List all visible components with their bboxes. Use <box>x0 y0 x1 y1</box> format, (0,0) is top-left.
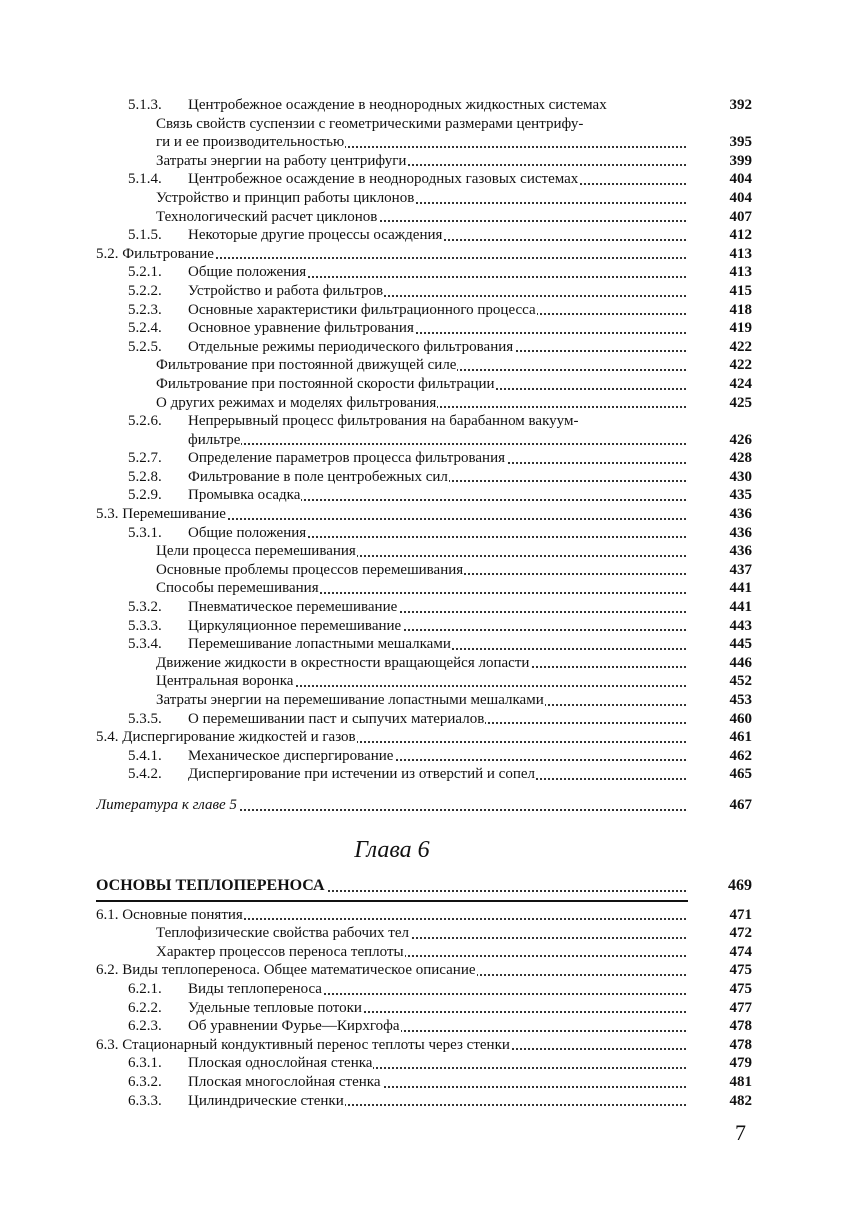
toc-entry[interactable] <box>96 338 752 357</box>
toc-entry[interactable] <box>96 208 752 227</box>
entry-title: Непрерывный процесс фильтрования на барабанном вакуум- <box>188 413 579 430</box>
entry-title: Теплофизические свойства рабочих тел <box>156 925 410 942</box>
page-ref: 482 <box>729 1092 752 1109</box>
toc-entry[interactable] <box>96 96 752 115</box>
table-of-contents <box>96 96 752 1110</box>
page-ref: 477 <box>729 999 752 1016</box>
page-ref: 453 <box>729 692 752 708</box>
entry-title: ОСНОВЫ ТЕПЛОПЕРЕНОСА <box>96 876 325 894</box>
section-number: 5.3.5. <box>128 710 162 727</box>
toc-entry-line1[interactable] <box>96 115 752 134</box>
section-number: 5.2.4. <box>128 320 162 337</box>
section-number: 5.2.7. <box>128 450 162 467</box>
toc-entry[interactable] <box>96 579 752 598</box>
page-ref: 422 <box>729 338 752 355</box>
toc-entry[interactable] <box>96 1036 752 1055</box>
section-number: 5.4.2. <box>128 766 162 783</box>
page-ref: 395 <box>729 134 752 151</box>
page-ref: 426 <box>729 431 752 448</box>
page-ref: 446 <box>729 654 752 671</box>
page-ref: 479 <box>729 1055 752 1072</box>
section-number: 6.2.2. <box>128 999 162 1016</box>
toc-entry[interactable] <box>96 356 752 375</box>
toc-entry[interactable] <box>96 468 752 487</box>
page-ref: 441 <box>729 599 752 616</box>
toc-entry-line1[interactable] <box>96 412 752 431</box>
page-ref: 415 <box>729 282 752 299</box>
page-ref: 471 <box>729 906 752 923</box>
entry-title: Связь свойств суспензии с геометрическими размерами центрифу- <box>156 115 584 132</box>
page-ref: 399 <box>729 152 752 169</box>
toc-entry[interactable] <box>96 431 752 450</box>
toc-entry[interactable] <box>96 245 752 264</box>
toc-entry[interactable] <box>96 226 752 245</box>
toc-entry[interactable] <box>96 999 752 1018</box>
section-number: 5.4.1. <box>128 747 162 764</box>
page-ref: 404 <box>729 171 752 188</box>
toc-entry[interactable] <box>96 710 752 729</box>
entry-title: Об уравнении Фурье—Кирхгофа <box>188 1018 400 1035</box>
entry-title: Центробежное осаждение в неоднородных газовых системах <box>188 171 579 188</box>
toc-entry[interactable] <box>96 691 752 710</box>
section-number: 6.3.3. <box>128 1092 162 1109</box>
section-number: 6.3.2. <box>128 1073 162 1090</box>
page-ref: 430 <box>729 468 752 485</box>
toc-entry[interactable] <box>96 765 752 784</box>
toc-entry-literature[interactable] <box>96 796 752 815</box>
entry-title: Отдельные режимы периодического фильтрования <box>188 338 514 355</box>
page-ref: 481 <box>729 1073 752 1090</box>
section-number: 6.2.1. <box>128 980 162 997</box>
toc-entry[interactable] <box>96 906 752 925</box>
page-ref: 413 <box>729 264 752 281</box>
toc-entry[interactable] <box>96 152 752 171</box>
toc-entry[interactable] <box>96 282 752 301</box>
page-ref: 413 <box>729 245 752 262</box>
entry-title: Основные проблемы процессов перемешивания <box>156 561 464 578</box>
page-ref: 469 <box>728 876 752 894</box>
entry-title: Виды теплопереноса <box>188 980 322 997</box>
toc-entry[interactable] <box>96 542 752 561</box>
entry-title: Характер процессов переноса теплоты <box>156 943 404 960</box>
section-number: 5.1.5. <box>128 227 162 244</box>
section-number: 5.3.4. <box>128 636 162 653</box>
toc-entry[interactable] <box>96 394 752 413</box>
section-number: 6.3.1. <box>128 1055 162 1072</box>
toc-entry[interactable] <box>96 170 752 189</box>
page-ref: 475 <box>729 962 752 979</box>
page-ref: 412 <box>729 227 752 244</box>
entry-title: 5.3. Перемешивание <box>96 506 226 523</box>
section-number: 5.2.1. <box>128 264 162 281</box>
page-ref: 474 <box>729 943 752 960</box>
section-number: 5.2.3. <box>128 301 162 318</box>
toc-entry[interactable] <box>96 561 752 580</box>
entry-title: Устройство и принцип работы циклонов <box>156 189 415 206</box>
section-number: 5.3.2. <box>128 599 162 616</box>
entry-title: Общие положения <box>188 524 307 541</box>
page-ref: 437 <box>729 561 752 578</box>
entry-title: Удельные тепловые потоки <box>188 999 362 1016</box>
page-ref: 478 <box>729 1036 752 1053</box>
toc-entry[interactable] <box>96 505 752 524</box>
entry-title: Центробежное осаждение в неоднородных жидкостных системах <box>188 97 607 113</box>
toc-entry[interactable] <box>96 961 752 980</box>
toc-entry[interactable] <box>96 375 752 394</box>
page-ref: 436 <box>729 506 752 523</box>
entry-title: Некоторые другие процессы осаждения <box>188 227 443 244</box>
entry-title: Общие положения <box>188 264 307 281</box>
section-number: 5.2.5. <box>128 338 162 355</box>
toc-entry[interactable] <box>96 635 752 654</box>
entry-title: Циркуляционное перемешивание <box>188 617 402 634</box>
toc-entry[interactable] <box>96 943 752 962</box>
entry-title: Основное уравнение фильтрования <box>188 320 414 337</box>
page-ref: 418 <box>729 301 752 318</box>
page-number: 7 <box>735 1120 746 1145</box>
page-ref: 452 <box>729 673 752 690</box>
toc-entry[interactable] <box>96 189 752 208</box>
toc-entry[interactable] <box>96 486 752 505</box>
page-ref: 436 <box>729 543 752 560</box>
entry-title: Способы перемешивания <box>156 580 319 597</box>
entry-title: 5.2. Фильтрование <box>96 245 214 262</box>
page-ref: 462 <box>729 747 752 764</box>
entry-title: 6.3. Стационарный кондуктивный перенос теплоты через стенки <box>96 1036 510 1053</box>
page-ref: 478 <box>729 1018 752 1035</box>
toc-entry-chapter[interactable] <box>96 874 752 898</box>
section-number: 5.2.8. <box>128 468 162 485</box>
toc-entry[interactable] <box>96 319 752 338</box>
entry-title: ги и ее производительностью <box>156 134 345 151</box>
page-ref: 392 <box>729 97 752 113</box>
entry-title: О других режимах и моделях фильтрования <box>156 394 437 411</box>
page-ref: 424 <box>729 375 752 392</box>
page-ref: 428 <box>729 450 752 467</box>
entry-title: Фильтрование при постоянной скорости фильтрации <box>156 375 495 392</box>
toc-entry[interactable] <box>96 980 752 999</box>
toc-entry[interactable] <box>96 747 752 766</box>
page-ref: 441 <box>729 580 752 597</box>
entry-title: Диспергирование при истечении из отверстий и сопел <box>188 766 535 783</box>
entry-title: Плоская многослойная стенка <box>188 1073 381 1090</box>
entry-title: Затраты энергии на работу центрифуги <box>156 152 407 169</box>
page-ref: 419 <box>729 320 752 337</box>
entry-title: Пневматическое перемешивание <box>188 599 398 616</box>
page-ref: 425 <box>729 394 752 411</box>
toc-entry[interactable] <box>96 301 752 320</box>
page-ref: 404 <box>729 189 752 206</box>
entry-title: фильтре <box>188 431 241 448</box>
page-ref: 475 <box>729 980 752 997</box>
entry-title: 5.4. Диспергирование жидкостей и газов <box>96 729 356 746</box>
section-number: 5.3.1. <box>128 524 162 541</box>
page-ref: 422 <box>729 357 752 374</box>
entry-title: Плоская однослойная стенка <box>188 1055 373 1072</box>
entry-title: Фильтрование в поле центробежных сил <box>188 468 448 485</box>
toc-entry[interactable] <box>96 1092 752 1111</box>
page-ref: 443 <box>729 617 752 634</box>
entry-title: Литература к главе 5 <box>96 796 237 813</box>
page-ref: 465 <box>729 766 752 783</box>
toc-entry[interactable] <box>96 672 752 691</box>
entry-title: Движение жидкости в окрестности вращающейся лопасти <box>156 654 530 671</box>
section-number: 5.2.6. <box>128 413 162 430</box>
toc-entry[interactable] <box>96 654 752 673</box>
section-number: 5.3.3. <box>128 617 162 634</box>
page-ref: 435 <box>729 487 752 504</box>
page-ref: 436 <box>729 524 752 541</box>
section-number: 5.1.3. <box>128 97 162 113</box>
entry-title: Цели процесса перемешивания <box>156 543 356 560</box>
toc-entry[interactable] <box>96 924 752 943</box>
section-number: 6.2.3. <box>128 1018 162 1035</box>
toc-entry[interactable] <box>96 617 752 636</box>
page-ref: 461 <box>729 729 752 746</box>
entry-title: 6.2. Виды теплопереноса. Общее математическое описание <box>96 962 476 979</box>
toc-entry[interactable] <box>96 524 752 543</box>
toc-entry[interactable] <box>96 133 752 152</box>
entry-title: Устройство и работа фильтров <box>188 282 384 299</box>
page-ref: 472 <box>729 925 752 942</box>
toc-entry[interactable] <box>96 263 752 282</box>
page-ref: 467 <box>729 796 752 813</box>
entry-title: Промывка осадка <box>188 487 301 504</box>
page-ref: 407 <box>729 208 752 225</box>
section-number: 5.2.9. <box>128 487 162 504</box>
entry-title: 6.1. Основные понятия <box>96 906 243 923</box>
section-number: 5.2.2. <box>128 282 162 299</box>
toc-entry[interactable] <box>96 728 752 747</box>
toc-entry[interactable] <box>96 598 752 617</box>
entry-title: Основные характеристики фильтрационного процесса <box>188 301 536 318</box>
chapter-heading: Глава 6 <box>354 836 430 863</box>
entry-title: Цилиндрические стенки <box>188 1092 344 1109</box>
page-ref: 460 <box>729 710 752 727</box>
entry-title: Перемешивание лопастными мешалками <box>188 636 451 653</box>
page-ref: 445 <box>729 636 752 653</box>
toc-entry[interactable] <box>96 1054 752 1073</box>
entry-title: Затраты энергии на перемешивание лопастными мешалками <box>156 692 544 708</box>
entry-title: Технологический расчет циклонов <box>156 208 378 225</box>
toc-entry[interactable] <box>96 1073 752 1092</box>
entry-title: Механическое диспергирование <box>188 747 394 764</box>
toc-entry[interactable] <box>96 1017 752 1036</box>
section-number: 5.1.4. <box>128 171 162 188</box>
divider <box>96 900 688 902</box>
entry-title: О перемешивании паст и сыпучих материалов <box>188 710 485 727</box>
toc-entry[interactable] <box>96 449 752 468</box>
entry-title: Определение параметров процесса фильтрования <box>188 450 506 467</box>
entry-title: Фильтрование при постоянной движущей силе <box>156 357 457 374</box>
entry-title: Центральная воронка <box>156 673 294 690</box>
